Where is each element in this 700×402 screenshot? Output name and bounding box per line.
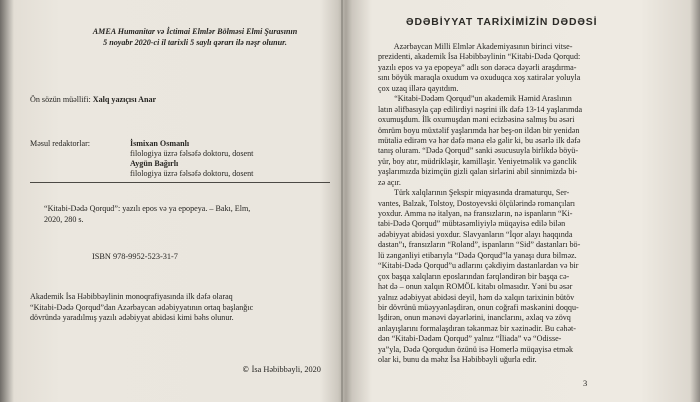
body-text-line: sını böyük maraqla oxudum və oxuduqca xoş xatirələr yoluyla xyxy=(378,73,581,83)
body-text-line: Azərbaycan Milli Elmlər Akademiyasının birinci vitse- xyxy=(378,42,573,51)
body-text-line: bir dövrünü müəyyənləşdirən, onun coğrafi məskənini doqqu- xyxy=(378,302,579,312)
body-text-line: tabi-Dədə Qorqud” mübtəsəmliyiylə müqayisə edilə bilən xyxy=(378,219,566,229)
book-annotation xyxy=(30,292,330,324)
body-text-line: yür, boy atır, müdrikləşir, kamilləşir. Yeniyetməlik və gənclik xyxy=(378,156,577,166)
body-text-line: tanış oluram. “Dədə Qorqud” sanki əsucusuyla birlikdə böyü- xyxy=(378,146,579,156)
page-number: 3 xyxy=(583,378,588,388)
body-text-line: “Kitabi-Dədə Qorqud”u adlarını çəkdiyim dastanlardan və bir xyxy=(378,261,579,271)
horizontal-divider xyxy=(30,182,330,183)
body-text-line: hət də – onun xalqın ROMÖL kitabı olmasıdır. Yəni bu əsər xyxy=(378,282,573,292)
body-text-line: çox başqa xalqların eposlarından fərqləndirən bir başqa cə- xyxy=(378,271,570,281)
body-text-line: latın əlifbasıyla çap edilirdiyi nəşrini ilk dəfə 13-14 yaşlarımda xyxy=(378,104,583,114)
body-text-line: yoxdur. Amma nə italyan, nə fransızların, nə ispanların “Ki- xyxy=(378,209,573,218)
body-text-line: anlayışlarını formalaşdıran təkənməz bir xəzinədir. Bu cəhət- xyxy=(378,323,576,333)
book-spine-fold xyxy=(341,0,343,402)
editor-role: filologiya üzrə fəlsəfə doktoru, dosent xyxy=(130,149,254,158)
preface-body-text xyxy=(378,42,680,366)
body-text-line: dən “Kitabi-Dədəm Qorqud” yalnız “İliada” və “Odisse- xyxy=(378,334,562,344)
body-text-line: lşdirən, onun mənəvi dəyərlərini, inanclarını, əxlaq və zövq xyxy=(378,313,571,323)
body-text-line: oxumuşdum. İlk oxumuşdan məni ecizbəsinə salmış bu əsəri xyxy=(378,115,575,125)
annotation-line: Akademik İsa Həbibbəylinin monoqrafiyasında ilk dəfə olaraq xyxy=(30,292,233,301)
editors-label: Məsul redaktorlar: xyxy=(30,139,91,148)
body-text-line: lü zəngənliyi etibarıyla “Dədə Qorqud”la yanaşı dura bilməz. xyxy=(378,250,577,260)
editor-name: Aygün Bağırlı xyxy=(130,159,179,168)
body-text-line: dastan”ı, fransızların “Roland”, ispanların “Sid” dastanları bö- xyxy=(378,240,581,250)
editor-name: İsmixan Osmanlı xyxy=(130,139,190,148)
isbn-number: ISBN 978-9952-523-31-7 xyxy=(92,252,178,261)
copyright-notice xyxy=(242,365,321,375)
body-text-line: yalnız ədəbiyyat abidəsi deyil, həm də xalqın tarixinin bütöv xyxy=(378,292,575,302)
preface-author-label: Ön sözün müəllifi: xyxy=(30,95,91,104)
annotation-line: dövründə yaradılmış yazılı ədəbiyyat abidəsi kimi bəhs olunur. xyxy=(30,313,234,322)
bibliographic-line: “Kitabi-Dədə Qorqud”: yazılı epos və ya epopeya. – Bakı, Elm, xyxy=(44,204,251,213)
bibliographic-entry xyxy=(44,203,334,225)
publication-approval-note xyxy=(60,26,330,48)
body-text-line: yazılı epos və ya epopeya” adlı son dərəcə dəyərli araşdırma- xyxy=(378,62,577,72)
body-text-line: ya”yla, Dədə Qorqudun özünü isə Homerlə müqayisə etmək xyxy=(378,344,574,354)
annotation-line: “Kitabi-Dədə Qorqud”dan Azərbaycan ədəbiyyatının ortaq başlanğıc xyxy=(30,302,254,312)
bibliographic-line: 2020, 280 s. xyxy=(44,215,84,224)
body-text-line: ömrüm boyu müxtəlif yaşlarımda hər beş-on ildən bir yenidən xyxy=(378,125,580,135)
copyright-symbol: © xyxy=(242,365,250,374)
body-text-line: çox uzaq illərə qayıtdım. xyxy=(378,83,459,93)
left-page xyxy=(18,0,336,402)
body-text-line: Türk xalqlarının Şekspir miqyasında dramaturqu, Ser- xyxy=(378,188,570,198)
publication-note-line: 5 noyabr 2020-ci il tarixli 5 saylı qərarı ilə nəşr olunur. xyxy=(103,38,287,47)
copyright-holder: İsa Həbibbəyli, 2020 xyxy=(251,365,321,374)
body-text-line: zə açır. xyxy=(378,177,401,187)
body-text-line: prezidenti, akademik İsa Həbibbəylinin “Kitabi-Dədə Qorqud: xyxy=(378,52,581,62)
chapter-title: ƏDƏBİYYAT TARİXİMİZİN DƏDƏSİ xyxy=(406,17,598,28)
body-text-line: “Kitabi-Dədəm Qorqud”un akademik Həmid Araslının xyxy=(378,94,572,104)
publication-note-line: AMEA Humanitar və İctimai Elmlər Bölməsi Elmi Şurasının xyxy=(92,27,298,36)
body-text-line: yaşlarımızda bizimçün gizli qalan sirlərini abil sinnimizdə bi- xyxy=(378,167,578,177)
editor-role: filologiya üzrə fəlsəfə doktoru, dosent xyxy=(130,169,254,178)
body-text-line: ədəbiyyat abidəsi yoxdur. Slavyanların “İqor alayı haqqında xyxy=(378,229,573,239)
preface-author-name: Xalq yazıçısı Anar xyxy=(92,95,157,104)
body-text-line: olar ki, bunu da məhz İsa Həbibbəyli uğurla edir. xyxy=(378,355,537,365)
preface-author xyxy=(30,95,156,105)
body-text-line: mütaliə edirəm və hər dəfə mənə elə gəlir ki, bu əsərlə ilk dəfə xyxy=(378,135,581,145)
body-text-line: vantes, Balzak, Tolstoy, Dostoyevski ölçülərində romançıları xyxy=(378,198,576,208)
